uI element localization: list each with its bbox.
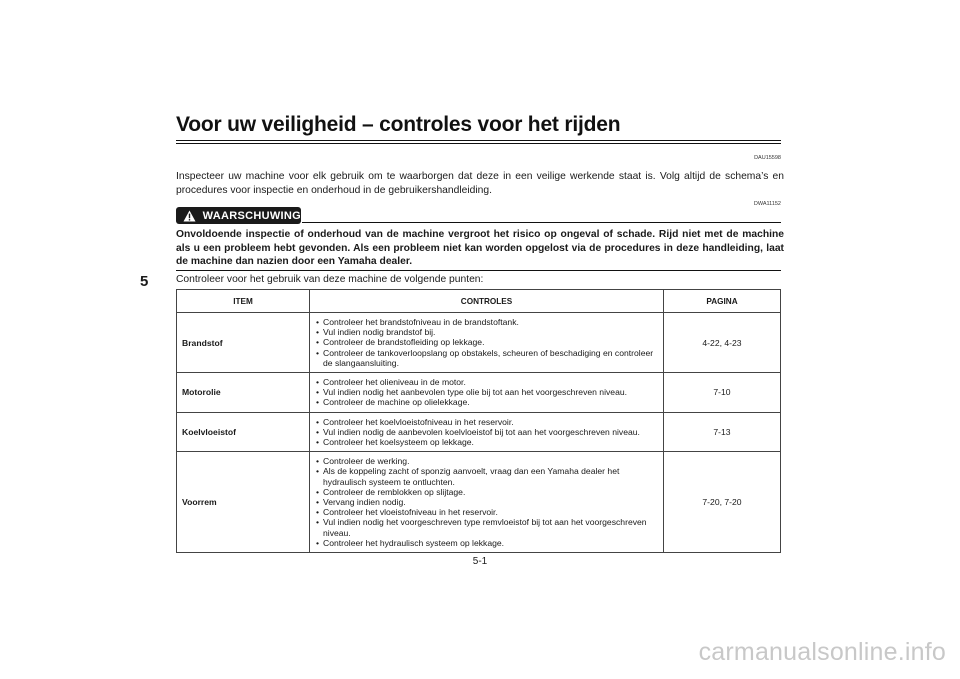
row-page: 4-22, 4-23: [664, 313, 781, 373]
check-item: • Vervang indien nodig.: [316, 497, 659, 507]
check-item: • Vul indien nodig het aanbevolen type olie bij tot aan het voorgeschreven niveau.: [316, 387, 659, 397]
warning-label: WAARSCHUWING: [202, 209, 301, 222]
check-item: • Controleer de machine op olielekkage.: [316, 397, 659, 407]
warning-triangle-icon: [180, 210, 199, 222]
warning-text: Onvoldoende inspectie of onderhoud van de machine vergroot het risico op ongeval of schade. Rijd niet met de machine als u een probleem hebt gevonden. Als een probleem niet kan worden opgelost via de procedures in deze handleiding, laat de machine dan nazien door een Yamaha dealer.: [176, 229, 784, 267]
check-item: • Als de koppeling zacht of sponzig aanvoelt, vraag dan een Yamaha dealer het hydraulisch systeem te ontluchten.: [316, 466, 659, 486]
check-item: • Vul indien nodig het voorgeschreven type remvloeistof bij tot aan het voorgeschreven niveau.: [316, 517, 659, 537]
check-item: • Controleer het vloeistofniveau in het reservoir.: [316, 507, 659, 517]
warning-header: [176, 207, 781, 224]
row-page: 7-20, 7-20: [664, 452, 781, 553]
header-item: ITEM: [177, 290, 310, 313]
row-item: Brandstof: [177, 313, 310, 373]
header-page: PAGINA: [664, 290, 781, 313]
row-checks: [310, 373, 664, 413]
check-item: • Controleer het hydraulisch systeem op lekkage.: [316, 538, 659, 548]
header-checks: CONTROLES: [310, 290, 664, 313]
check-item: • Controleer het koelvloeistofniveau in het reservoir.: [316, 417, 659, 427]
row-checks: [310, 412, 664, 452]
chapter-tab: 5: [140, 273, 149, 290]
row-item: Voorrem: [177, 452, 310, 553]
table-row: [177, 373, 781, 413]
check-item: • Controleer de tankoverloopslang op obstakels, scheuren of beschadiging en controleer de slangaansluiting.: [316, 348, 659, 368]
check-item: • Controleer het olieniveau in de motor.: [316, 377, 659, 387]
warning-code: DWA11152: [753, 201, 781, 207]
row-item: Motorolie: [177, 373, 310, 413]
table-row: [177, 313, 781, 373]
table-row: [177, 452, 781, 553]
row-page: 7-10: [664, 373, 781, 413]
table-header-row: [177, 290, 781, 313]
check-item: • Controleer de brandstofleiding op lekkage.: [316, 337, 659, 347]
row-checks: [310, 452, 664, 553]
inspection-table: [176, 289, 781, 553]
check-item: • Vul indien nodig de aanbevolen koelvloeistof bij tot aan het voorgeschreven niveau.: [316, 427, 659, 437]
row-page: 7-13: [664, 412, 781, 452]
check-item: • Controleer de remblokken op slijtage.: [316, 487, 659, 497]
table-row: [177, 412, 781, 452]
watermark: carmanualsonline.info: [698, 638, 946, 666]
page-number: 5-1: [472, 556, 488, 567]
intro-paragraph: Inspecteer uw machine voor elk gebruik om te waarborgen dat deze in een veilige werkende staat is. Volg altijd de schema’s en procedures voor inspectie en onderhoud in de gebruikershandleiding.: [176, 171, 784, 196]
intro-code: DAU15598: [754, 155, 781, 161]
warning-rule: [302, 222, 781, 223]
page-title: Voor uw veiligheid – controles voor het rijden: [176, 113, 621, 136]
check-item: • Controleer de werking.: [316, 456, 659, 466]
header-rule-thin: [176, 143, 781, 144]
lead-text: Controleer voor het gebruik van deze machine de volgende punten:: [176, 274, 484, 285]
check-item: • Controleer het koelsysteem op lekkage.: [316, 437, 659, 447]
row-item: Koelvloeistof: [177, 412, 310, 452]
row-checks: [310, 313, 664, 373]
check-item: • Controleer het brandstofniveau in de brandstoftank.: [316, 317, 659, 327]
warning-end-rule: [176, 270, 781, 271]
check-item: • Vul indien nodig brandstof bij.: [316, 327, 659, 337]
header-rule: [176, 140, 781, 141]
warning-label-box: [176, 207, 301, 224]
